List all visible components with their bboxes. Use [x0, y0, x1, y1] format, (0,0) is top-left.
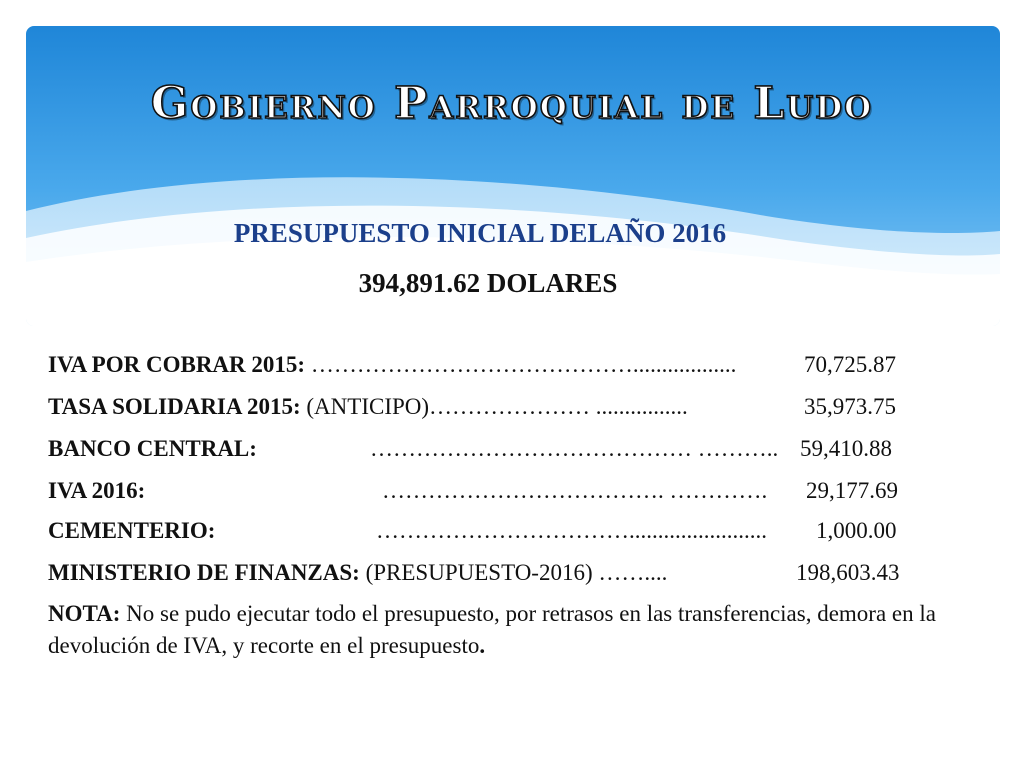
budget-total: 394,891.62 DOLARES [358, 268, 618, 298]
row-value: 29,177.69 [806, 478, 898, 503]
row-dots: (PRESUPUESTO-2016) …….... [359, 560, 668, 585]
page-title: Gobierno Parroquial de Ludo [150, 78, 874, 129]
row-dots: …………………………………….................. [305, 352, 737, 377]
row-dots: ………………………………. …………. [382, 478, 768, 503]
row-dots: …………………………………… ……….. [370, 436, 779, 461]
budget-note [48, 598, 978, 662]
budget-row [48, 478, 898, 504]
note-text: No se pudo ejecutar todo el presupuesto, por retrasos en las transferencias, demora en la devolución de IVA, y recorte en el presupuesto [48, 601, 936, 658]
row-label: IVA POR COBRAR 2015: [48, 352, 306, 377]
row-value: 70,725.87 [804, 352, 896, 377]
row-value: 35,973.75 [804, 394, 896, 419]
row-dots: ……………………………........................ [376, 518, 767, 543]
row-value: 1,000.00 [816, 518, 897, 543]
budget-row [48, 352, 896, 378]
note-label: NOTA: [48, 601, 121, 626]
budget-subtitle: PRESUPUESTO INICIAL DELAÑO 2016 [233, 218, 727, 248]
budget-row [48, 436, 892, 462]
note-end: . [479, 633, 486, 658]
row-label: TASA SOLIDARIA 2015: [48, 394, 301, 419]
row-value: 59,410.88 [800, 436, 892, 461]
row-label: CEMENTERIO: [48, 518, 216, 543]
row-value: 198,603.43 [796, 560, 900, 585]
row-label: IVA 2016: [48, 478, 146, 503]
row-dots: (ANTICIPO)………………… ................ [300, 394, 688, 419]
budget-row [48, 518, 897, 544]
budget-row [48, 560, 900, 586]
row-label: BANCO CENTRAL: [48, 436, 257, 461]
row-label: MINISTERIO DE FINANZAS: [48, 560, 360, 585]
budget-row [48, 394, 896, 420]
